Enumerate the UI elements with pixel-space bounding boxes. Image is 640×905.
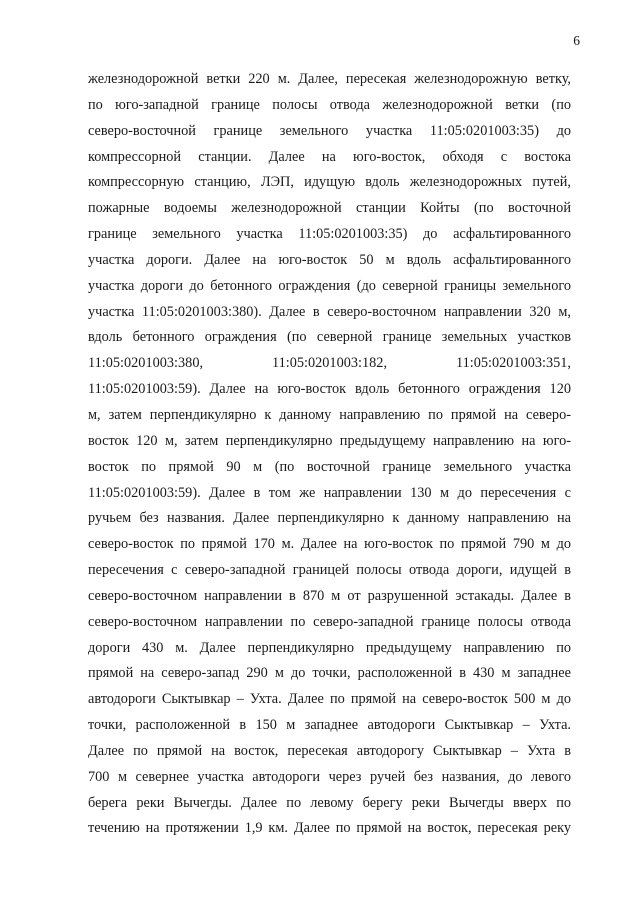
text-line: участка 11:05:0201003:380). Далее в северо-восточном направлении 320 м, [88, 303, 571, 320]
text-line: пожарные водоемы железнодорожной станции Койты (по восточной [88, 200, 571, 217]
text-line: течению на протяжении 1,9 км. Далее по прямой на восток, пересекая реку [88, 820, 571, 837]
text-line: границе земельного участка 11:05:0201003:35) до асфальтированного [88, 226, 571, 243]
text-line: автодороги Сыктывкар – Ухта. Далее по прямой на северо-восток 500 м до [88, 691, 571, 708]
text-line: участка дороги до бетонного ограждения (до северной границы земельного [88, 277, 571, 294]
text-line: компрессорной станции. Далее на юго-восток, обходя с востока [88, 148, 571, 165]
text-line: восток 120 м, затем перпендикулярно предыдущему направлению на юго- [88, 432, 571, 449]
text-line: северо-восточном направлении в 870 м от разрушенной эстакады. Далее в [88, 587, 571, 604]
text-line: м, затем перпендикулярно к данному направлению по прямой на северо- [88, 406, 571, 423]
text-line: северо-восточной границе земельного участка 11:05:0201003:35) до [88, 122, 571, 139]
text-line: вдоль бетонного ограждения (по северной границе земельных участков [88, 329, 571, 346]
text-line: восток по прямой 90 м (по восточной границе земельного участка [88, 458, 571, 475]
text-line: по юго-западной границе полосы отвода железнодорожной ветки (по [88, 96, 571, 113]
text-line: участка дороги. Далее на юго-восток 50 м вдоль асфальтированного [88, 251, 571, 268]
text-line: 11:05:0201003:59). Далее на юго-восток вдоль бетонного ограждения 120 [88, 381, 571, 398]
text-line: железнодорожной ветки 220 м. Далее, пересекая железнодорожную ветку, [88, 71, 571, 87]
text-line: берега реки Вычегды. Далее по левому берегу реки Вычегды вверх по [88, 794, 571, 811]
text-line: северо-восточном направлении по северо-западной границе полосы отвода [88, 613, 571, 630]
text-line: прямой на северо-запад 290 м до точки, расположенной в 430 м западнее [88, 665, 571, 682]
text-line: компрессорную станцию, ЛЭП, идущую вдоль железнодорожных путей, [88, 174, 571, 191]
page-number: 6 [573, 33, 580, 48]
text-line: ручьем без названия. Далее перпендикулярно к данному направлению на [88, 510, 571, 527]
text-line: 700 м севернее участка автодороги через ручей без названия, до левого [88, 768, 571, 785]
text-line: дороги 430 м. Далее перпендикулярно предыдущему направлению по [88, 639, 571, 656]
text-line: пересечения с северо-западной границей полосы отвода дороги, идущей в [88, 562, 571, 579]
text-line: Далее по прямой на восток, пересекая автодорогу Сыктывкар – Ухта в [88, 742, 571, 759]
text-line: северо-восток по прямой 170 м. Далее на юго-восток по прямой 790 м до [88, 536, 571, 553]
text-line: 11:05:0201003:59). Далее в том же направлении 130 м до пересечения с [88, 484, 571, 501]
text-line: точки, расположенной в 150 м западнее автодороги Сыктывкар – Ухта. [88, 717, 571, 734]
text-line: 11:05:0201003:380, 11:05:0201003:182, 11:05:0201003:351, [88, 355, 571, 372]
body-text [88, 67, 571, 842]
